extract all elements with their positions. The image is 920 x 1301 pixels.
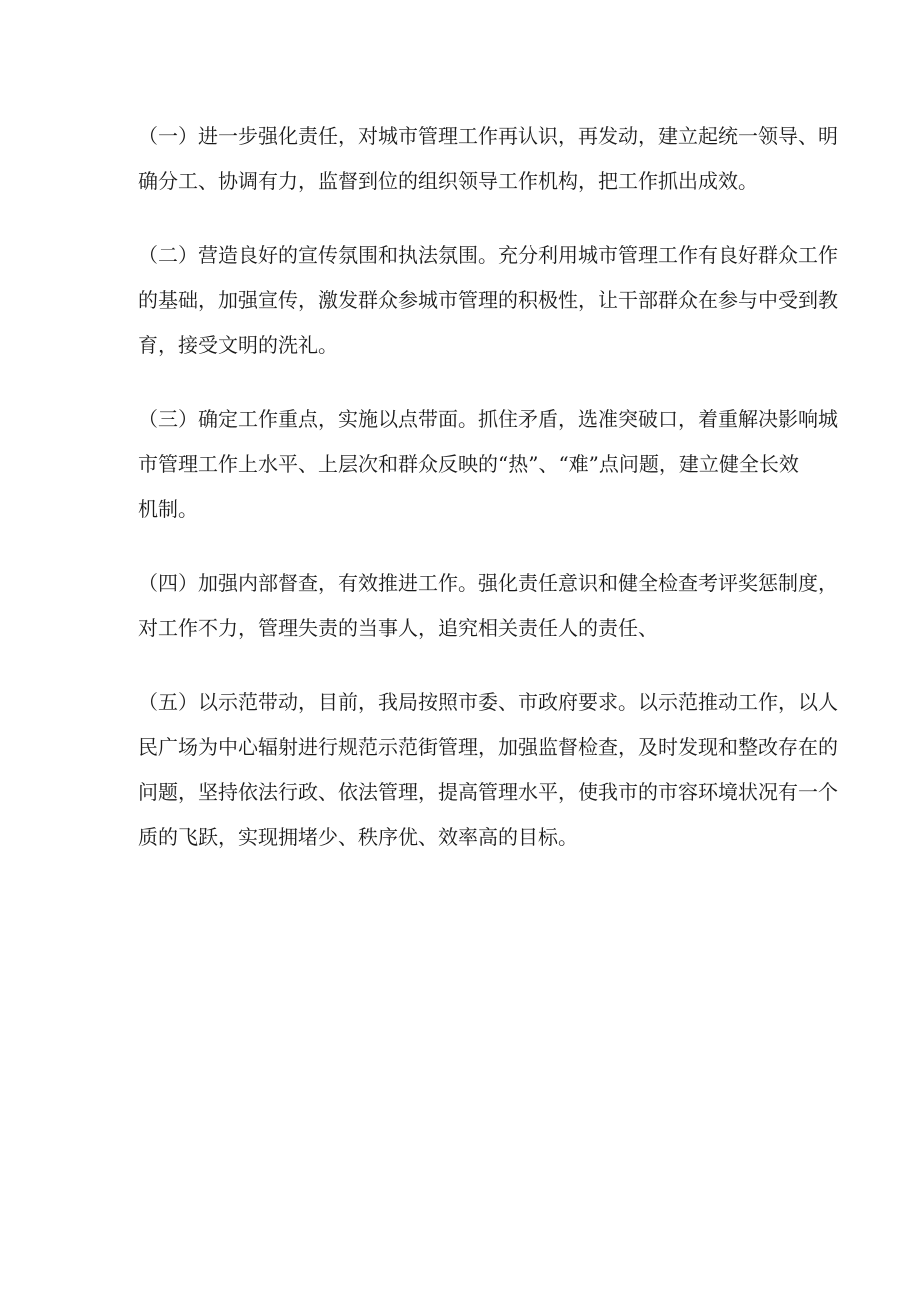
paragraph-line: （三）确定工作重点，实施以点带面。抓住矛盾，选准突破口，着重解决影响城 <box>138 407 838 431</box>
paragraph-line: （二）营造良好的宣传氛围和执法氛围。充分利用城市管理工作有良好群众工作 <box>138 243 838 267</box>
paragraph-line: 问题，坚持依法行政、依法管理，提高管理水平，使我市的市容环境状况有一个 <box>138 780 838 804</box>
paragraph-1 <box>138 114 838 204</box>
paragraph-line: 的基础，加强宣传，激发群众参城市管理的积极性，让干部群众在参与中受到教 <box>138 288 838 312</box>
paragraph-line: 市管理工作上水平、上层次和群众反映的“热”、“难”点问题，建立健全长效 <box>138 452 799 476</box>
paragraph-line: 民广场为中心辐射进行规范示范街管理，加强监督检查，及时发现和整改存在的 <box>138 735 838 759</box>
paragraph-line: （一）进一步强化责任，对城市管理工作再认识，再发动，建立起统一领导、明 <box>138 124 838 148</box>
paragraph-2 <box>138 233 838 368</box>
paragraph-line: 确分工、协调有力，监督到位的组织领导工作机构，把工作抓出成效。 <box>138 169 758 193</box>
paragraph-5 <box>138 680 838 860</box>
paragraph-line: 机制。 <box>138 497 198 521</box>
paragraph-line: 育，接受文明的洗礼。 <box>138 333 338 357</box>
paragraph-line: 质的飞跃，实现拥堵少、秩序优、效率高的目标。 <box>138 825 578 849</box>
paragraph-line: 对工作不力，管理失责的当事人，追究相关责任人的责任、 <box>138 616 658 640</box>
paragraph-line: （五）以示范带动，目前，我局按照市委、市政府要求。以示范推动工作，以人 <box>138 690 838 714</box>
paragraph-3 <box>138 397 838 532</box>
paragraph-line: （四）加强内部督查，有效推进工作。强化责任意识和健全检查考评奖惩制度， <box>138 571 838 595</box>
document-body <box>138 114 838 889</box>
paragraph-4 <box>138 561 838 651</box>
